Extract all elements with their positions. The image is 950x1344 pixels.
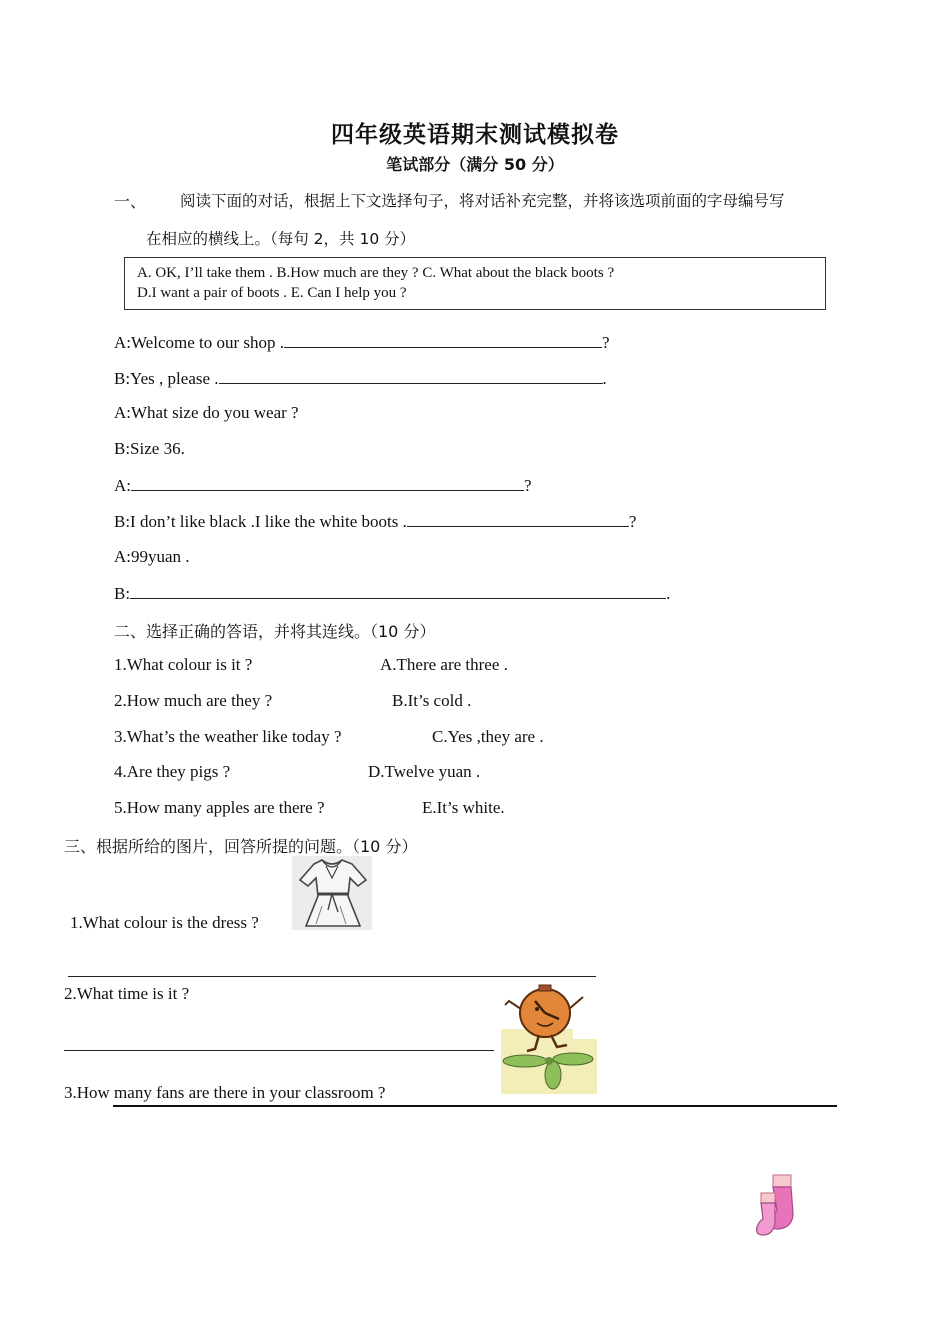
match-question[interactable]: 3.What’s the weather like today ? xyxy=(114,727,342,746)
dress-drawing xyxy=(292,856,372,930)
section1-number: 一、 xyxy=(114,192,147,211)
dress-picture xyxy=(292,856,372,930)
page-subtitle: 笔试部分（满分 50 分） xyxy=(386,155,564,174)
dialogue-punct: ? xyxy=(602,333,610,352)
sock-picture xyxy=(751,1171,803,1241)
answer-blank[interactable] xyxy=(219,368,603,384)
sock-drawing xyxy=(751,1171,803,1241)
section1-instruction-line2: 在相应的横线上。（每句 2，共 10 分） xyxy=(146,230,416,248)
dialogue-punct: . xyxy=(602,369,607,388)
match-answer[interactable]: C.Yes ,they are . xyxy=(432,727,544,746)
answer-blank[interactable] xyxy=(131,475,524,491)
dialogue-line-1 xyxy=(114,332,610,353)
clock-character-drawing xyxy=(501,979,597,1094)
dialogue-text: A: xyxy=(114,476,131,495)
dialogue-text: A:What size do you wear ? xyxy=(114,403,299,422)
options-line2: D.I want a pair of boots . E. Can I help you ? xyxy=(137,285,407,301)
options-line1: A. OK, I’ll take them . B.How much are they ? C. What about the black boots ? xyxy=(137,265,615,281)
dialogue-text: B: xyxy=(114,584,131,603)
section1-instruction-line1: 阅读下面的对话，根据上下文选择句子，将对话补充完整，并将该选项前面的字母编号写 xyxy=(180,192,785,210)
match-answer[interactable]: A.There are three . xyxy=(380,655,508,674)
dialogue-punct: ? xyxy=(628,512,637,531)
picture-question-2: 2.What time is it ? xyxy=(64,984,190,1003)
answer-blank[interactable] xyxy=(130,583,666,599)
dialogue-punct: ? xyxy=(524,476,532,495)
match-question[interactable]: 4.Are they pigs ? xyxy=(114,762,231,781)
picture-question-3: 3.How many fans are there in your classroom ? xyxy=(64,1083,386,1102)
answer-blank[interactable] xyxy=(407,511,629,527)
dialogue-line-3 xyxy=(114,403,299,423)
section3-heading: 三、根据所给的图片，回答所提的问题。（10 分） xyxy=(64,837,418,856)
dialogue-text: B:Yes , please . xyxy=(114,369,219,388)
match-answer[interactable]: D.Twelve yuan . xyxy=(368,762,481,781)
answer-line-1[interactable] xyxy=(68,976,596,977)
dialogue-line-8 xyxy=(114,583,670,604)
match-answer[interactable]: B.It’s cold . xyxy=(392,691,472,710)
dialogue-text: B:I don’t like black .I like the white boots . xyxy=(114,512,407,531)
answer-line-3[interactable] xyxy=(113,1105,837,1107)
page-title: 四年级英语期末测试模拟卷 xyxy=(331,122,619,148)
options-box xyxy=(124,257,826,310)
answer-line-2[interactable] xyxy=(64,1050,494,1051)
dialogue-line-2 xyxy=(114,368,607,389)
dialogue-text: A:99yuan . xyxy=(114,547,190,566)
match-question[interactable]: 5.How many apples are there ? xyxy=(114,798,325,817)
match-answer[interactable]: E.It’s white. xyxy=(422,798,505,817)
dialogue-line-6 xyxy=(114,511,636,532)
dialogue-punct: . xyxy=(666,584,671,603)
dialogue-text: B:Size 36. xyxy=(114,439,185,458)
dialogue-text: A:Welcome to our shop . xyxy=(114,333,285,352)
answer-blank[interactable] xyxy=(284,332,602,348)
match-question[interactable]: 2.How much are they ? xyxy=(114,691,273,710)
match-question[interactable]: 1.What colour is it ? xyxy=(114,655,253,674)
dialogue-line-5 xyxy=(114,475,532,496)
section2-heading: 二、选择正确的答语，并将其连线。（10 分） xyxy=(114,622,436,641)
clock-character-picture xyxy=(501,979,597,1094)
dialogue-line-4 xyxy=(114,439,185,459)
picture-question-1: 1.What colour is the dress ? xyxy=(70,913,259,932)
dialogue-line-7 xyxy=(114,547,190,567)
